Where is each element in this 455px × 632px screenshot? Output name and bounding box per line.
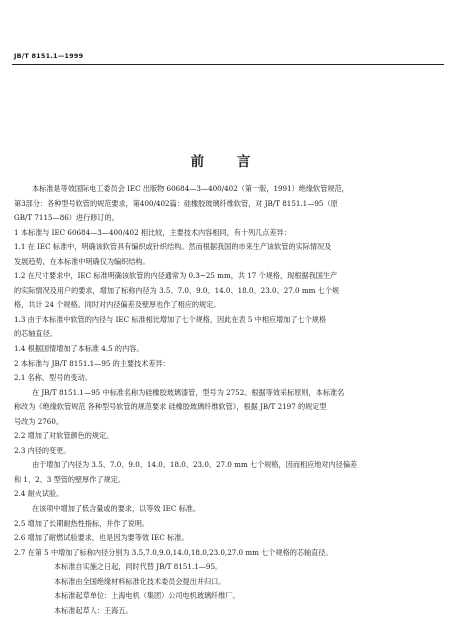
body-line: 2.2 增加了对软管颜色的规定。 — [14, 431, 114, 441]
page-title: 前 言 — [190, 154, 265, 170]
body-line: 本标准是等效国际电工委员会 IEC 出版物 60684—3—400/402（第一版，1991）绝缘软管规范， — [32, 184, 349, 193]
standard-code-header: JB/T 8151.1—1999 — [14, 52, 84, 60]
header-rule — [12, 64, 444, 65]
body-line: 2.4 耐火试验。 — [14, 489, 64, 499]
body-line: 2.5 增加了长期耐热性指标，并作了说明。 — [14, 518, 150, 528]
body-line: 本标准起草单位：上海电机（集团）公司电机玻璃纤维厂。 — [54, 591, 240, 601]
body-line: 称改为《绝缘软管规范 各种型号软管的规范要求 硅橡胶玻璃纤维软管》，根据 JB/T 2197 的规定型 — [14, 402, 327, 412]
body-line: 1.2 在尺寸要求中，IEC 标准明确该软管的内径通常为 0.3~25 mm，共 17 个规格，现根据我国生产 — [14, 271, 338, 281]
body-line: 由于增加了内径为 3.5、7.0、9.0、14.0、18.0、23.0、27.0 mm 七个规格，因而相应地对内径偏差 — [32, 460, 358, 470]
body-line: 2.7 在第 5 中增加了标称内径分别为 3.5,7.0,9.0,14.0,18.0,23.0,27.0 mm 七个规格的芯轴直径。 — [14, 547, 333, 557]
body-line: 1 本标准与 IEC 60684—3—400/402 相比较，主要技术内容相同，有十列几点差异： — [14, 227, 291, 237]
body-line: 第3部分：各种型号软管的规范要求，第400/402篇：硅橡胶玻璃纤维软管，对 JB/T 8151.1—95（原 — [14, 198, 338, 208]
body-line: 在该项中增加了低含量或的要求，以等效 IEC 标准。 — [32, 504, 200, 514]
body-line: 发展趋势，在本标准中明确仅为编织结构。 — [14, 256, 150, 266]
body-line: 1.3 由于本标准中软管的内径与 IEC 标准相比增加了七个规格，因此在表 5 中相应增加了七个规格 — [14, 314, 327, 324]
body-line: 1.1 在 IEC 标准中，明确该软管具有编织或针织结构。然而根据我国的市来生产该软管的实际情况及 — [14, 242, 332, 252]
body-line: 格，共计 24 个规格。同时对内径偏差及壁厚也作了相应的规定。 — [14, 300, 221, 310]
body-line: 的实际情况及用户的要求，增加了标称内径为 3.5、7.0、9.0、14.0、18.0、23.0、27.0 mm 七个规 — [14, 285, 340, 295]
body-line: GB/T 7115—86）进行修订的。 — [14, 213, 119, 223]
body-line: 的芯轴直径。 — [14, 329, 57, 339]
body-line: 本标准自实施之日起，同时代替 JB/T 8151.1—95。 — [54, 562, 223, 572]
body-line: 1.4 根据国情增加了本标准 4.5 的内容。 — [14, 344, 144, 354]
body-line: 2.6 增加了耐燃试验要求，也是因为要等效 IEC 标准。 — [14, 533, 189, 543]
body-line: 和 1、2、3 型管的壁厚作了规定。 — [14, 474, 125, 484]
body-line: 2.3 内径的变更。 — [14, 445, 71, 455]
body-line: 本标准起草人：王海五。 — [54, 605, 133, 615]
body-line: 在 JB/T 8151.1—95 中标准名称为硅橡胶玻璃漆管，型号为 2752。根据等效采标原则，本标准名 — [32, 387, 345, 397]
body-line: 本标准由全国绝缘材料标准化技术委员会提出并归口。 — [54, 576, 226, 586]
body-line: 2.1 名称、型号的变动。 — [14, 373, 92, 383]
body-line: 号改为 2760。 — [14, 416, 64, 426]
document-body — [14, 182, 444, 618]
body-line: 2 本标准与 JB/T 8151.1—95 的主要技术差异： — [14, 358, 170, 368]
